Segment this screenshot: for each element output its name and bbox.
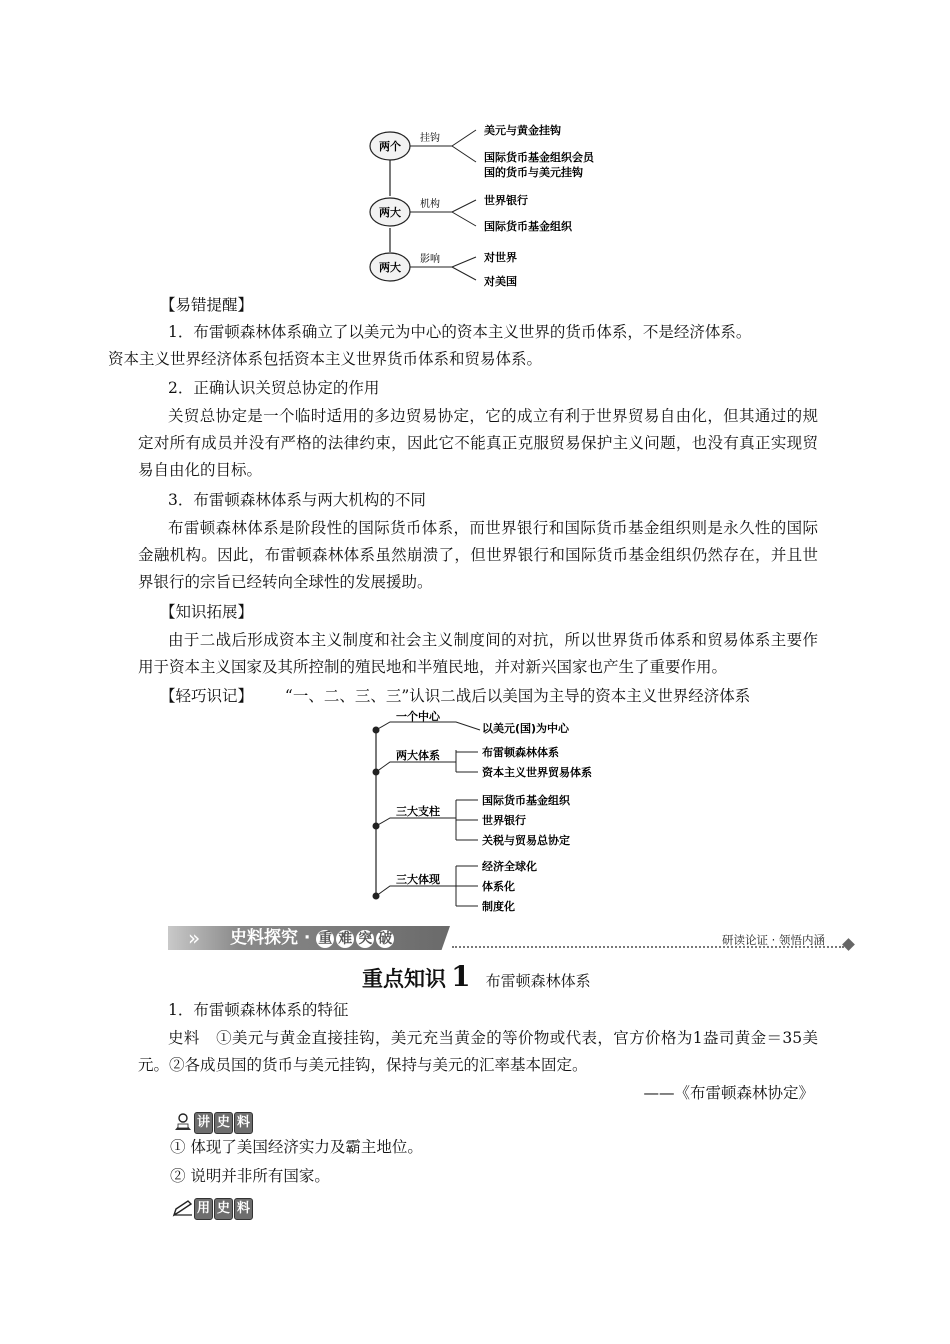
banner-right-text: 研读论证 · 领悟内涵 bbox=[722, 933, 825, 947]
structure-diagram-bottom bbox=[366, 710, 626, 920]
banner-char: 破 bbox=[378, 931, 393, 947]
group-label: 两大体系 bbox=[396, 749, 440, 762]
explain-point: ① 体现了美国经济实力及霸主地位。 bbox=[170, 1138, 423, 1156]
group-label: 一个中心 bbox=[396, 710, 440, 723]
explain-point: ② 说明并非所有国家。 bbox=[170, 1167, 330, 1185]
group-label: 三大支柱 bbox=[396, 805, 440, 818]
group-item: 布雷顿森林体系 bbox=[482, 746, 559, 759]
branch-item: 国际货币基金组织 bbox=[484, 220, 572, 233]
use-tag-char: 料 bbox=[234, 1198, 253, 1220]
extension-heading: 【知识拓展】 bbox=[160, 603, 254, 621]
reader-icon bbox=[172, 1113, 194, 1131]
section-title-text: 重点知识 bbox=[362, 967, 446, 991]
group-item: 制度化 bbox=[482, 900, 515, 913]
tip-item-3-title: 3．布雷顿森林体系与两大机构的不同 bbox=[168, 491, 426, 509]
node-label: 两大 bbox=[379, 206, 401, 219]
use-header bbox=[172, 1197, 254, 1220]
tip-item-2-title: 2．正确认识关贸总协定的作用 bbox=[168, 379, 380, 397]
explain-header bbox=[172, 1111, 254, 1134]
branch-item: 对世界 bbox=[484, 251, 517, 264]
use-tag-char: 用 bbox=[194, 1198, 213, 1220]
group-item: 以美元(国)为中心 bbox=[482, 722, 570, 735]
branch-item: 国际货币基金组织会员 bbox=[484, 151, 594, 164]
source-label: 史料 bbox=[168, 1029, 200, 1047]
group-item: 资本主义世界贸易体系 bbox=[482, 766, 592, 779]
edge-label: 机构 bbox=[420, 199, 440, 210]
memory-heading: 【轻巧识记】 bbox=[160, 687, 254, 705]
section-subtitle: 布雷顿森林体系 bbox=[485, 972, 591, 990]
branch-item: 世界银行 bbox=[484, 194, 528, 207]
structure-diagram-top bbox=[360, 116, 630, 292]
group-item: 关税与贸易总协定 bbox=[482, 834, 570, 847]
diamond-icon bbox=[842, 938, 855, 951]
section-number: 1 bbox=[451, 960, 471, 993]
section-banner bbox=[168, 926, 858, 952]
node-label: 两个 bbox=[379, 140, 401, 153]
group-item: 经济全球化 bbox=[482, 860, 537, 873]
feature-title: 1．布雷顿森林体系的特征 bbox=[168, 1001, 349, 1019]
extension-body: 由于二战后形成资本主义制度和社会主义制度间的对抗，所以世界货币体系和贸易体系主要作用于资本主义国家及其所控制的殖民地和半殖民地，并对新兴国家也产生了重要作用。 bbox=[138, 631, 818, 676]
banner-char: 难 bbox=[338, 931, 353, 947]
banner-char: 突 bbox=[358, 931, 373, 947]
pen-icon bbox=[172, 1199, 194, 1217]
tip-text: 1．布雷顿森林体系确立了以美元为中心的资本主义世界的货币体系，不是经济体系。 bbox=[168, 323, 752, 341]
memory-text: “一、二、三、三”认识二战后以美国为主导的资本主义世界经济体系 bbox=[284, 687, 751, 705]
branch-item: 美元与黄金挂钩 bbox=[484, 124, 561, 137]
memory-line bbox=[160, 683, 840, 710]
branch-item: 对美国 bbox=[484, 275, 517, 288]
tip-item-1 bbox=[108, 319, 818, 373]
explain-tag-char: 讲 bbox=[194, 1112, 213, 1134]
branch-item: 国的货币与美元挂钩 bbox=[484, 166, 583, 179]
tip-item-2-body: 关贸总协定是一个临时适用的多边贸易协定，它的成立有利于世界贸易自由化，但其通过的规定对所有成员并没有严格的法律约束，因此它不能真正克服贸易保护主义问题，也没有真正实现贸易自由化的目标。 bbox=[138, 407, 818, 479]
section-title bbox=[362, 960, 662, 998]
edge-label: 挂钩 bbox=[420, 133, 440, 144]
feature-text: ①美元与黄金直接挂钩，美元充当黄金的等价物或代表，官方价格为1盎司黄金＝35美元。②各成员国的货币与美元挂钩，保持与美元的汇率基本固定。 bbox=[138, 1029, 818, 1074]
explain-tag-char: 史 bbox=[214, 1112, 233, 1134]
group-label: 三大体现 bbox=[396, 873, 440, 886]
banner-char: 重 bbox=[318, 931, 333, 947]
group-item: 国际货币基金组织 bbox=[482, 794, 570, 807]
banner-title: 史料探究 · bbox=[230, 928, 317, 948]
use-tag-char: 史 bbox=[214, 1198, 233, 1220]
chevron-icon: » bbox=[188, 926, 201, 950]
group-item: 体系化 bbox=[482, 880, 515, 893]
node-label: 两大 bbox=[379, 261, 401, 274]
group-item: 世界银行 bbox=[482, 814, 526, 827]
feature-body bbox=[138, 1025, 818, 1079]
explain-tag-char: 料 bbox=[234, 1112, 253, 1134]
tip-item-3-body: 布雷顿森林体系是阶段性的国际货币体系，而世界银行和国际货币基金组织则是永久性的国际金融机构。因此，布雷顿森林体系虽然崩溃了，但世界银行和国际货币基金组织仍然存在，并且世界银行的宗旨已经转向全球性的发展援助。 bbox=[138, 519, 818, 591]
tip-text: 资本主义世界经济体系包括资本主义世界货币体系和贸易体系。 bbox=[108, 350, 543, 368]
feature-source: ——《布雷顿森林协定》 bbox=[643, 1084, 814, 1102]
tips-heading: 【易错提醒】 bbox=[160, 296, 254, 314]
edge-label: 影响 bbox=[420, 254, 440, 265]
